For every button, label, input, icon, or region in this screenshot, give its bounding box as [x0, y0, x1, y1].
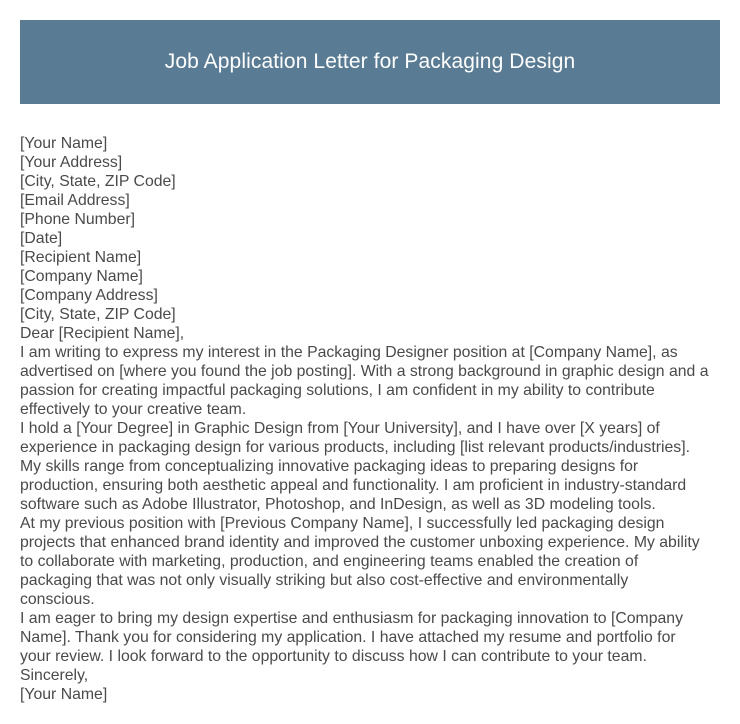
- sender-address: [Your Address]: [20, 154, 123, 171]
- recipient-block: [20, 248, 725, 324]
- paragraph-line: My skills range from conceptualizing innovative packaging ideas to preparing designs for: [20, 458, 639, 475]
- sender-city-state-zip: [City, State, ZIP Code]: [20, 173, 176, 190]
- salutation: Dear [Recipient Name],: [20, 325, 185, 342]
- paragraph-line: I am eager to bring my design expertise and enthusiasm for packaging innovation to [Company: [20, 610, 683, 627]
- paragraph-closing: [20, 609, 725, 666]
- paragraph-interest: [20, 343, 725, 419]
- paragraph-line: software such as Adobe Illustrator, Photoshop, and InDesign, as well as 3D modeling tools.: [20, 496, 656, 513]
- paragraph-line: to collaborate with marketing, production, and engineering teams enabled the creation of: [20, 553, 639, 570]
- sender-block: [20, 134, 725, 248]
- letter-date: [Date]: [20, 230, 63, 247]
- closing: Sincerely,: [20, 667, 89, 684]
- page-title: Job Application Letter for Packaging Design: [164, 50, 576, 73]
- paragraph-line: projects that enhanced brand identity and improved the customer unboxing experience. My ability: [20, 534, 700, 551]
- recipient-company: [Company Name]: [20, 268, 143, 285]
- paragraph-line: I hold a [Your Degree] in Graphic Design from [Your University], and I have over [X years] of: [20, 420, 660, 437]
- recipient-name: [Recipient Name]: [20, 249, 142, 266]
- paragraph-line: passion for creating impactful packaging solutions, I am confident in my ability to contribute: [20, 382, 655, 399]
- letter-body: [20, 134, 725, 704]
- recipient-city-state-zip: [City, State, ZIP Code]: [20, 306, 176, 323]
- paragraph-line: I am writing to express my interest in the Packaging Designer position at [Company Name], as: [20, 344, 678, 361]
- paragraph-line: effectively to your creative team.: [20, 401, 247, 418]
- paragraph-line: your review. I look forward to the opportunity to discuss how I can contribute to your team.: [20, 648, 647, 665]
- sender-phone: [Phone Number]: [20, 211, 136, 228]
- paragraph-line: At my previous position with [Previous Company Name], I successfully led packaging design: [20, 515, 665, 532]
- title-banner: [20, 20, 720, 104]
- sender-email: [Email Address]: [20, 192, 130, 209]
- paragraph-line: conscious.: [20, 591, 95, 608]
- paragraph-line: advertised on [where you found the job posting]. With a strong background in graphic design and a: [20, 363, 709, 380]
- paragraph-line: packaging that was not only visually striking but also cost-effective and environmentally: [20, 572, 629, 589]
- recipient-company-address: [Company Address]: [20, 287, 158, 304]
- sender-name: [Your Name]: [20, 135, 108, 152]
- paragraph-qualifications: [20, 419, 725, 514]
- paragraph-line: production, ensuring both aesthetic appeal and functionality. I am proficient in industry-standard: [20, 477, 687, 494]
- paragraph-line: Name]. Thank you for considering my application. I have attached my resume and portfolio for: [20, 629, 676, 646]
- signature: [Your Name]: [20, 686, 108, 703]
- paragraph-line: experience in packaging design for various products, including [list relevant products/industries].: [20, 439, 690, 456]
- paragraph-experience: [20, 514, 725, 609]
